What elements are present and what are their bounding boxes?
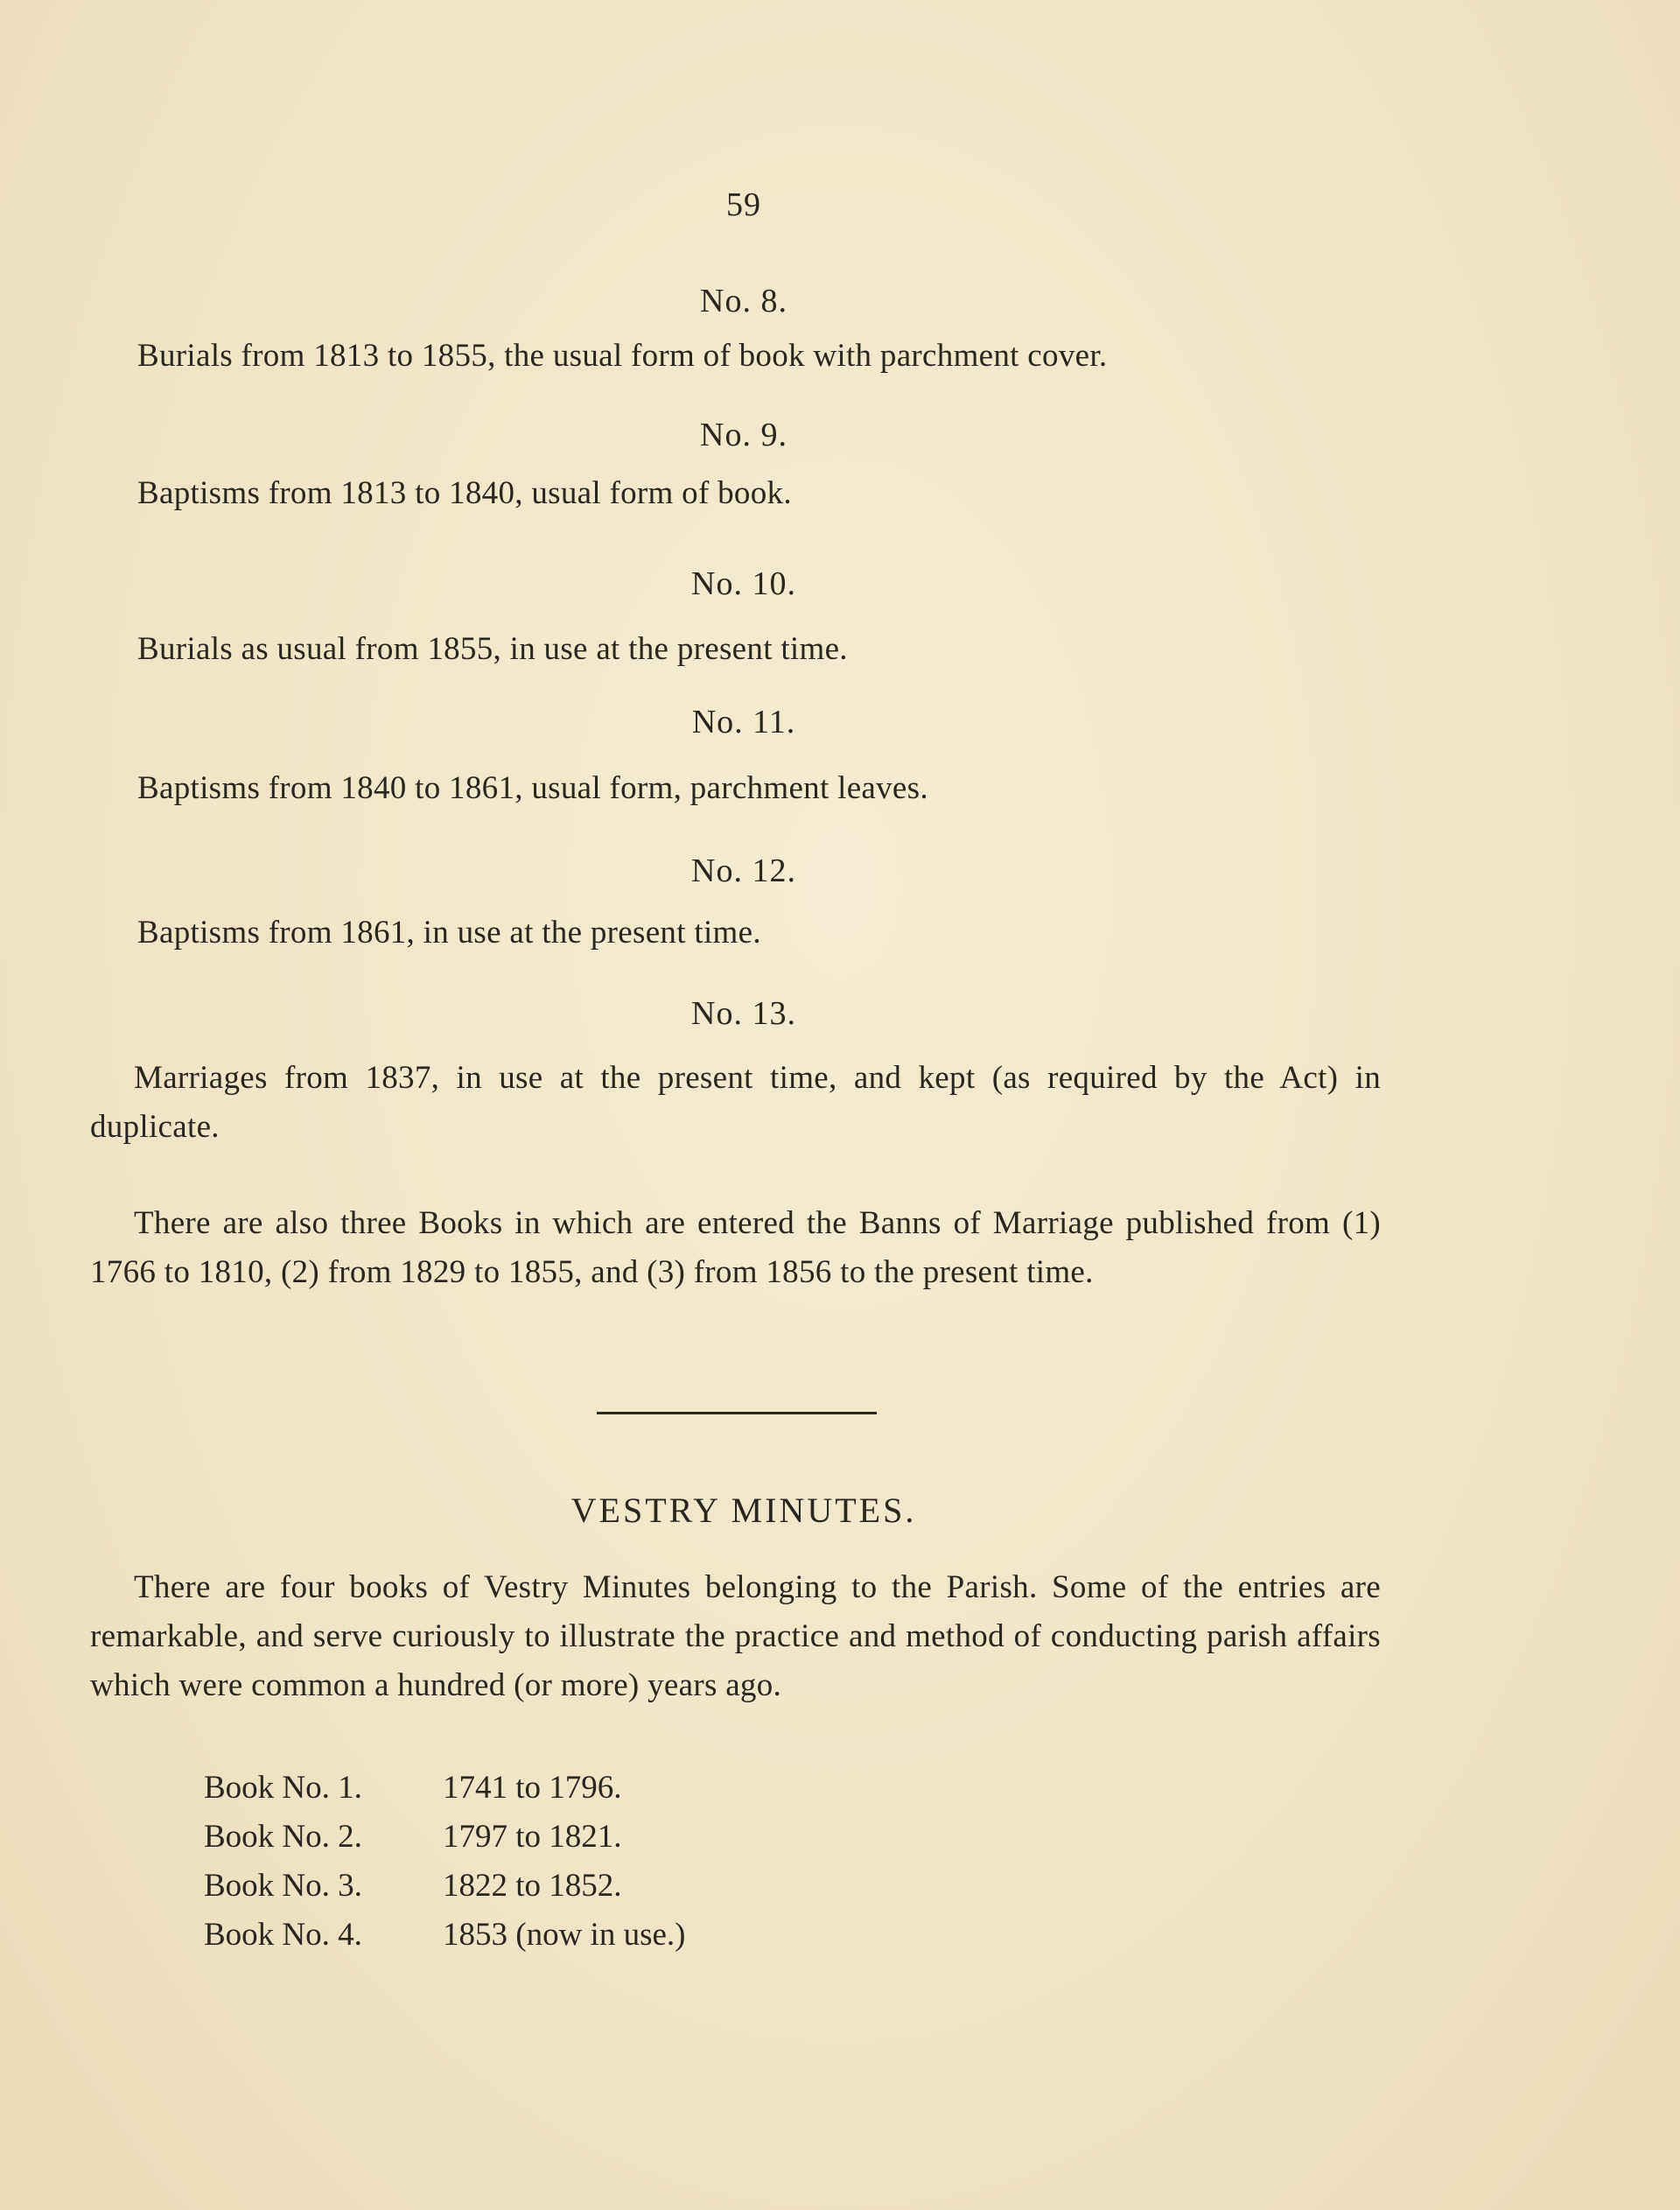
book-label: Book No. 4.	[204, 1917, 362, 1953]
book-label: Book No. 1.	[204, 1770, 362, 1806]
entry-text: Marriages from 1837, in use at the present time, and kept (as required by the Act) in duplicate.	[90, 1060, 1381, 1145]
entry-heading: No. 9.	[700, 417, 788, 453]
vestry-paragraph: There are four books of Vestry Minutes belonging to the Parish. Some of the entries are remarkable, and serve curiously to illustrate the practice and method of conducting parish affairs which were common a hundred (or more) years ago.	[90, 1569, 1381, 1703]
entry-text: Baptisms from 1861, in use at the present time.	[137, 915, 761, 951]
entry-text: Baptisms from 1813 to 1840, usual form of book.	[137, 475, 792, 511]
entry-text: Burials from 1813 to 1855, the usual form of book with parchment cover.	[137, 338, 1108, 374]
entry-heading: No. 12.	[691, 852, 796, 889]
list-item	[204, 1862, 685, 1911]
entry-heading: No. 10.	[691, 565, 796, 602]
entry-text: Baptisms from 1840 to 1861, usual form, parchment leaves.	[137, 770, 928, 806]
vestry-books-list	[204, 1764, 685, 1960]
list-item	[204, 1813, 685, 1862]
book-range: 1741 to 1796.	[443, 1770, 622, 1806]
banns-paragraph: There are also three Books in which are entered the Banns of Marriage published from (1) 1766 to 1810, (2) from 1829 to 1855, and (3) from 1856 to the present time.	[90, 1205, 1381, 1290]
page-number: 59	[726, 186, 761, 223]
section-title: VESTRY MINUTES.	[570, 1491, 917, 1530]
entry-heading: No. 8.	[700, 283, 788, 319]
book-range: 1822 to 1852.	[443, 1868, 622, 1904]
section-divider	[597, 1412, 877, 1414]
list-item	[204, 1764, 685, 1813]
book-label: Book No. 2.	[204, 1819, 362, 1855]
entry-text: Burials as usual from 1855, in use at the present time.	[137, 631, 848, 667]
book-range: 1797 to 1821.	[443, 1819, 622, 1855]
book-range: 1853 (now in use.)	[443, 1917, 686, 1953]
book-label: Book No. 3.	[204, 1868, 362, 1904]
entry-heading: No. 13.	[691, 995, 796, 1032]
entry-heading: No. 11.	[691, 704, 796, 740]
list-item	[204, 1911, 685, 1960]
